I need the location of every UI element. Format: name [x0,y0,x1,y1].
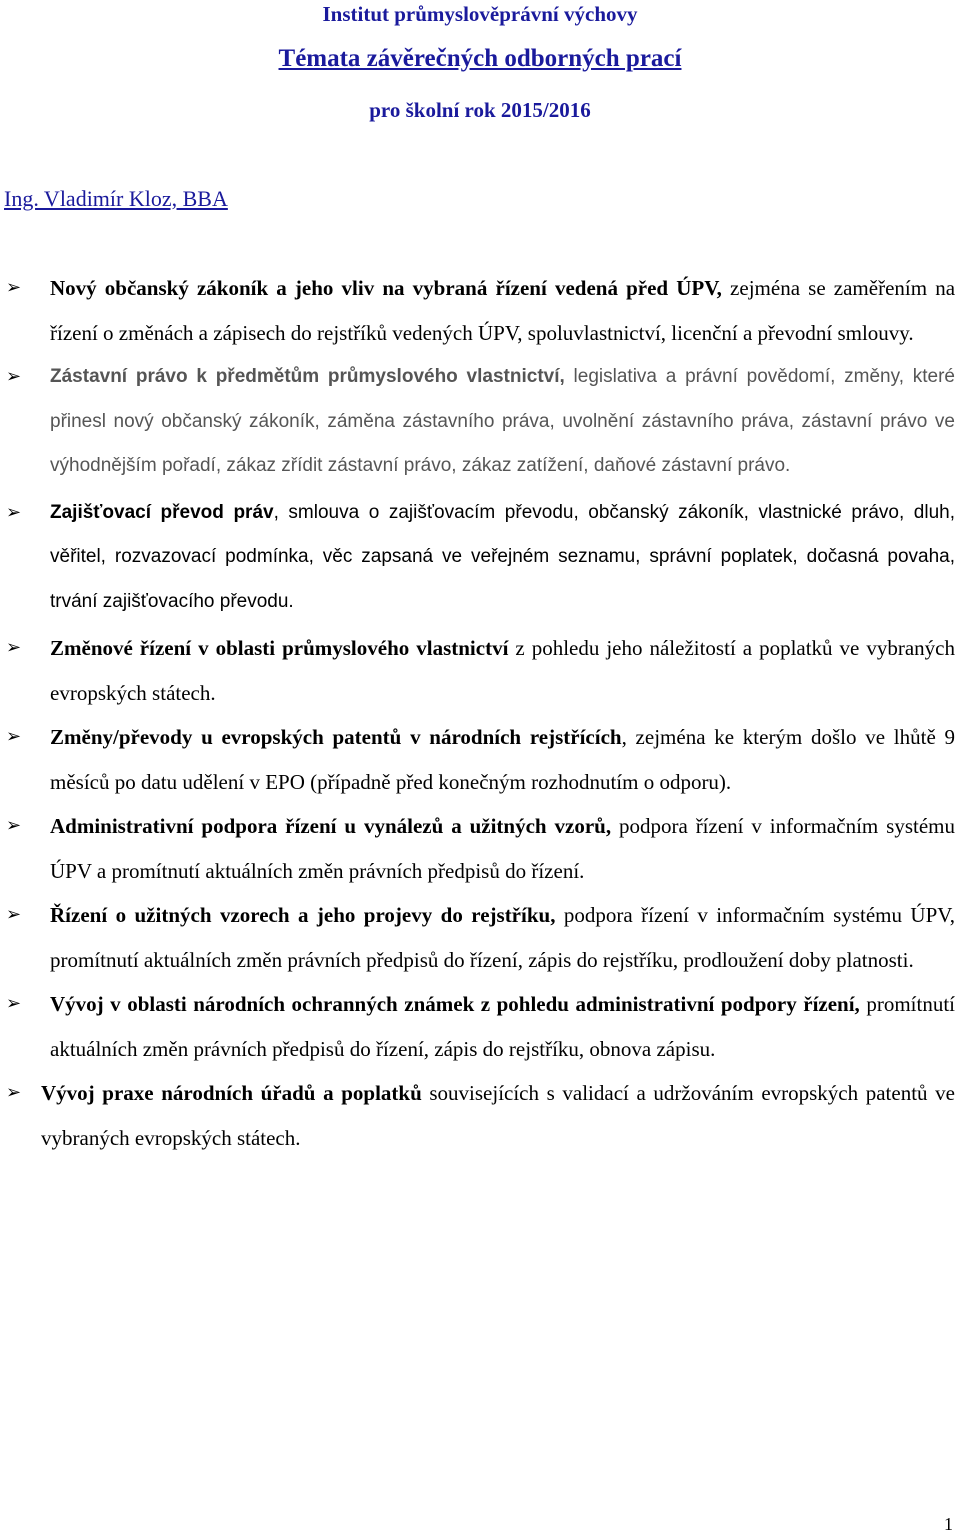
topic-description: podpora řízení v informačním systému ÚPV a promítnutí aktuálních změn právních předpisů do řízení. [50,814,955,883]
topic-description: legislativa a právní povědomí, změny, které přinesl nový občanský zákoník, záměna zástavního práva, uvolnění zástavního práva, zástavní právo ve výhodnějším pořadí, zákaz zřídit zástavní právo, zákaz zatížení, daňové zástavní právo. [50,366,955,476]
arrow-bullet-icon: ➢ [6,366,22,387]
topic-item [0,982,960,1071]
topic-description: podpora řízení v informačním systému ÚPV, promítnutí aktuálních změn právních předpisů do řízení, zápis do rejstříku, prodloužení doby platnosti. [50,903,955,972]
topic-item [0,715,960,804]
arrow-bullet-icon: ➢ [6,815,22,836]
topic-description: souvisejících s validací a udržováním evropských patentů ve vybraných evropských státech. [41,1081,955,1150]
topic-item [0,355,960,489]
arrow-bullet-icon: ➢ [6,277,22,298]
arrow-bullet-icon: ➢ [6,904,22,925]
arrow-bullet-icon: ➢ [6,501,22,523]
topic-item [0,804,960,893]
page-number: 1 [944,1514,953,1534]
topic-title: Změny/převody u evropských patentů v národních rejstřících [50,725,622,749]
topic-title: Zajišťovací převod práv [50,501,274,523]
topic-item [0,266,960,355]
arrow-bullet-icon: ➢ [6,726,22,747]
school-year: pro školní rok 2015/2016 [369,98,591,122]
topic-title: Řízení o užitných vzorech a jeho projevy do rejstříku, [50,903,556,927]
topic-title: Administrativní podpora řízení u vynálezů a užitných vzorů, [50,814,612,838]
topic-title: Vývoj praxe národních úřadů a poplatků [41,1081,422,1105]
topic-item [0,1071,960,1160]
topic-title: Zástavní právo k předmětům průmyslového vlastnictví, [50,366,565,387]
topic-item [0,626,960,715]
topic-description: zejména se zaměřením na řízení o změnách a zápisech do rejstříků vedených ÚPV, spoluvlastnictví, licenční a převodní smlouvy. [50,276,956,345]
topic-description: , zejména ke kterým došlo ve lhůtě 9 měsíců po datu udělení v EPO (případně před konečným rozhodnutím o odporu). [50,725,955,794]
arrow-bullet-icon: ➢ [6,993,22,1014]
author-name: Ing. Vladimír Kloz, BBA [4,186,228,211]
topic-description: , smlouva o zajišťovacím převodu, občanský zákoník, vlastnické právo, dluh, věřitel, rozvazovací podmínka, věc zapsaná ve veřejném seznamu, správní poplatek, dočasná povaha, trvání zajišťovacího převodu. [50,501,955,612]
arrow-bullet-icon: ➢ [6,1082,22,1103]
topic-list [0,266,960,1160]
topic-item [0,491,960,625]
topic-title: Vývoj v oblasti národních ochranných známek z pohledu administrativní podpory řízení, [50,992,860,1016]
topic-description: z pohledu jeho náležitostí a poplatků ve vybraných evropských státech. [50,636,955,705]
institute-name: Institut průmyslověprávní výchovy [322,2,638,26]
topic-description: promítnutí aktuálních změn právních předpisů do řízení, zápis do rejstříku, obnova zápisu. [50,992,955,1061]
topic-item [0,893,960,982]
page-title: Témata závěrečných odborných prací [278,45,682,72]
topic-title: Nový občanský zákoník a jeho vliv na vybraná řízení vedená před ÚPV, [50,276,722,300]
topic-title: Změnové řízení v oblasti průmyslového vlastnictví [50,636,509,660]
arrow-bullet-icon: ➢ [6,637,22,658]
